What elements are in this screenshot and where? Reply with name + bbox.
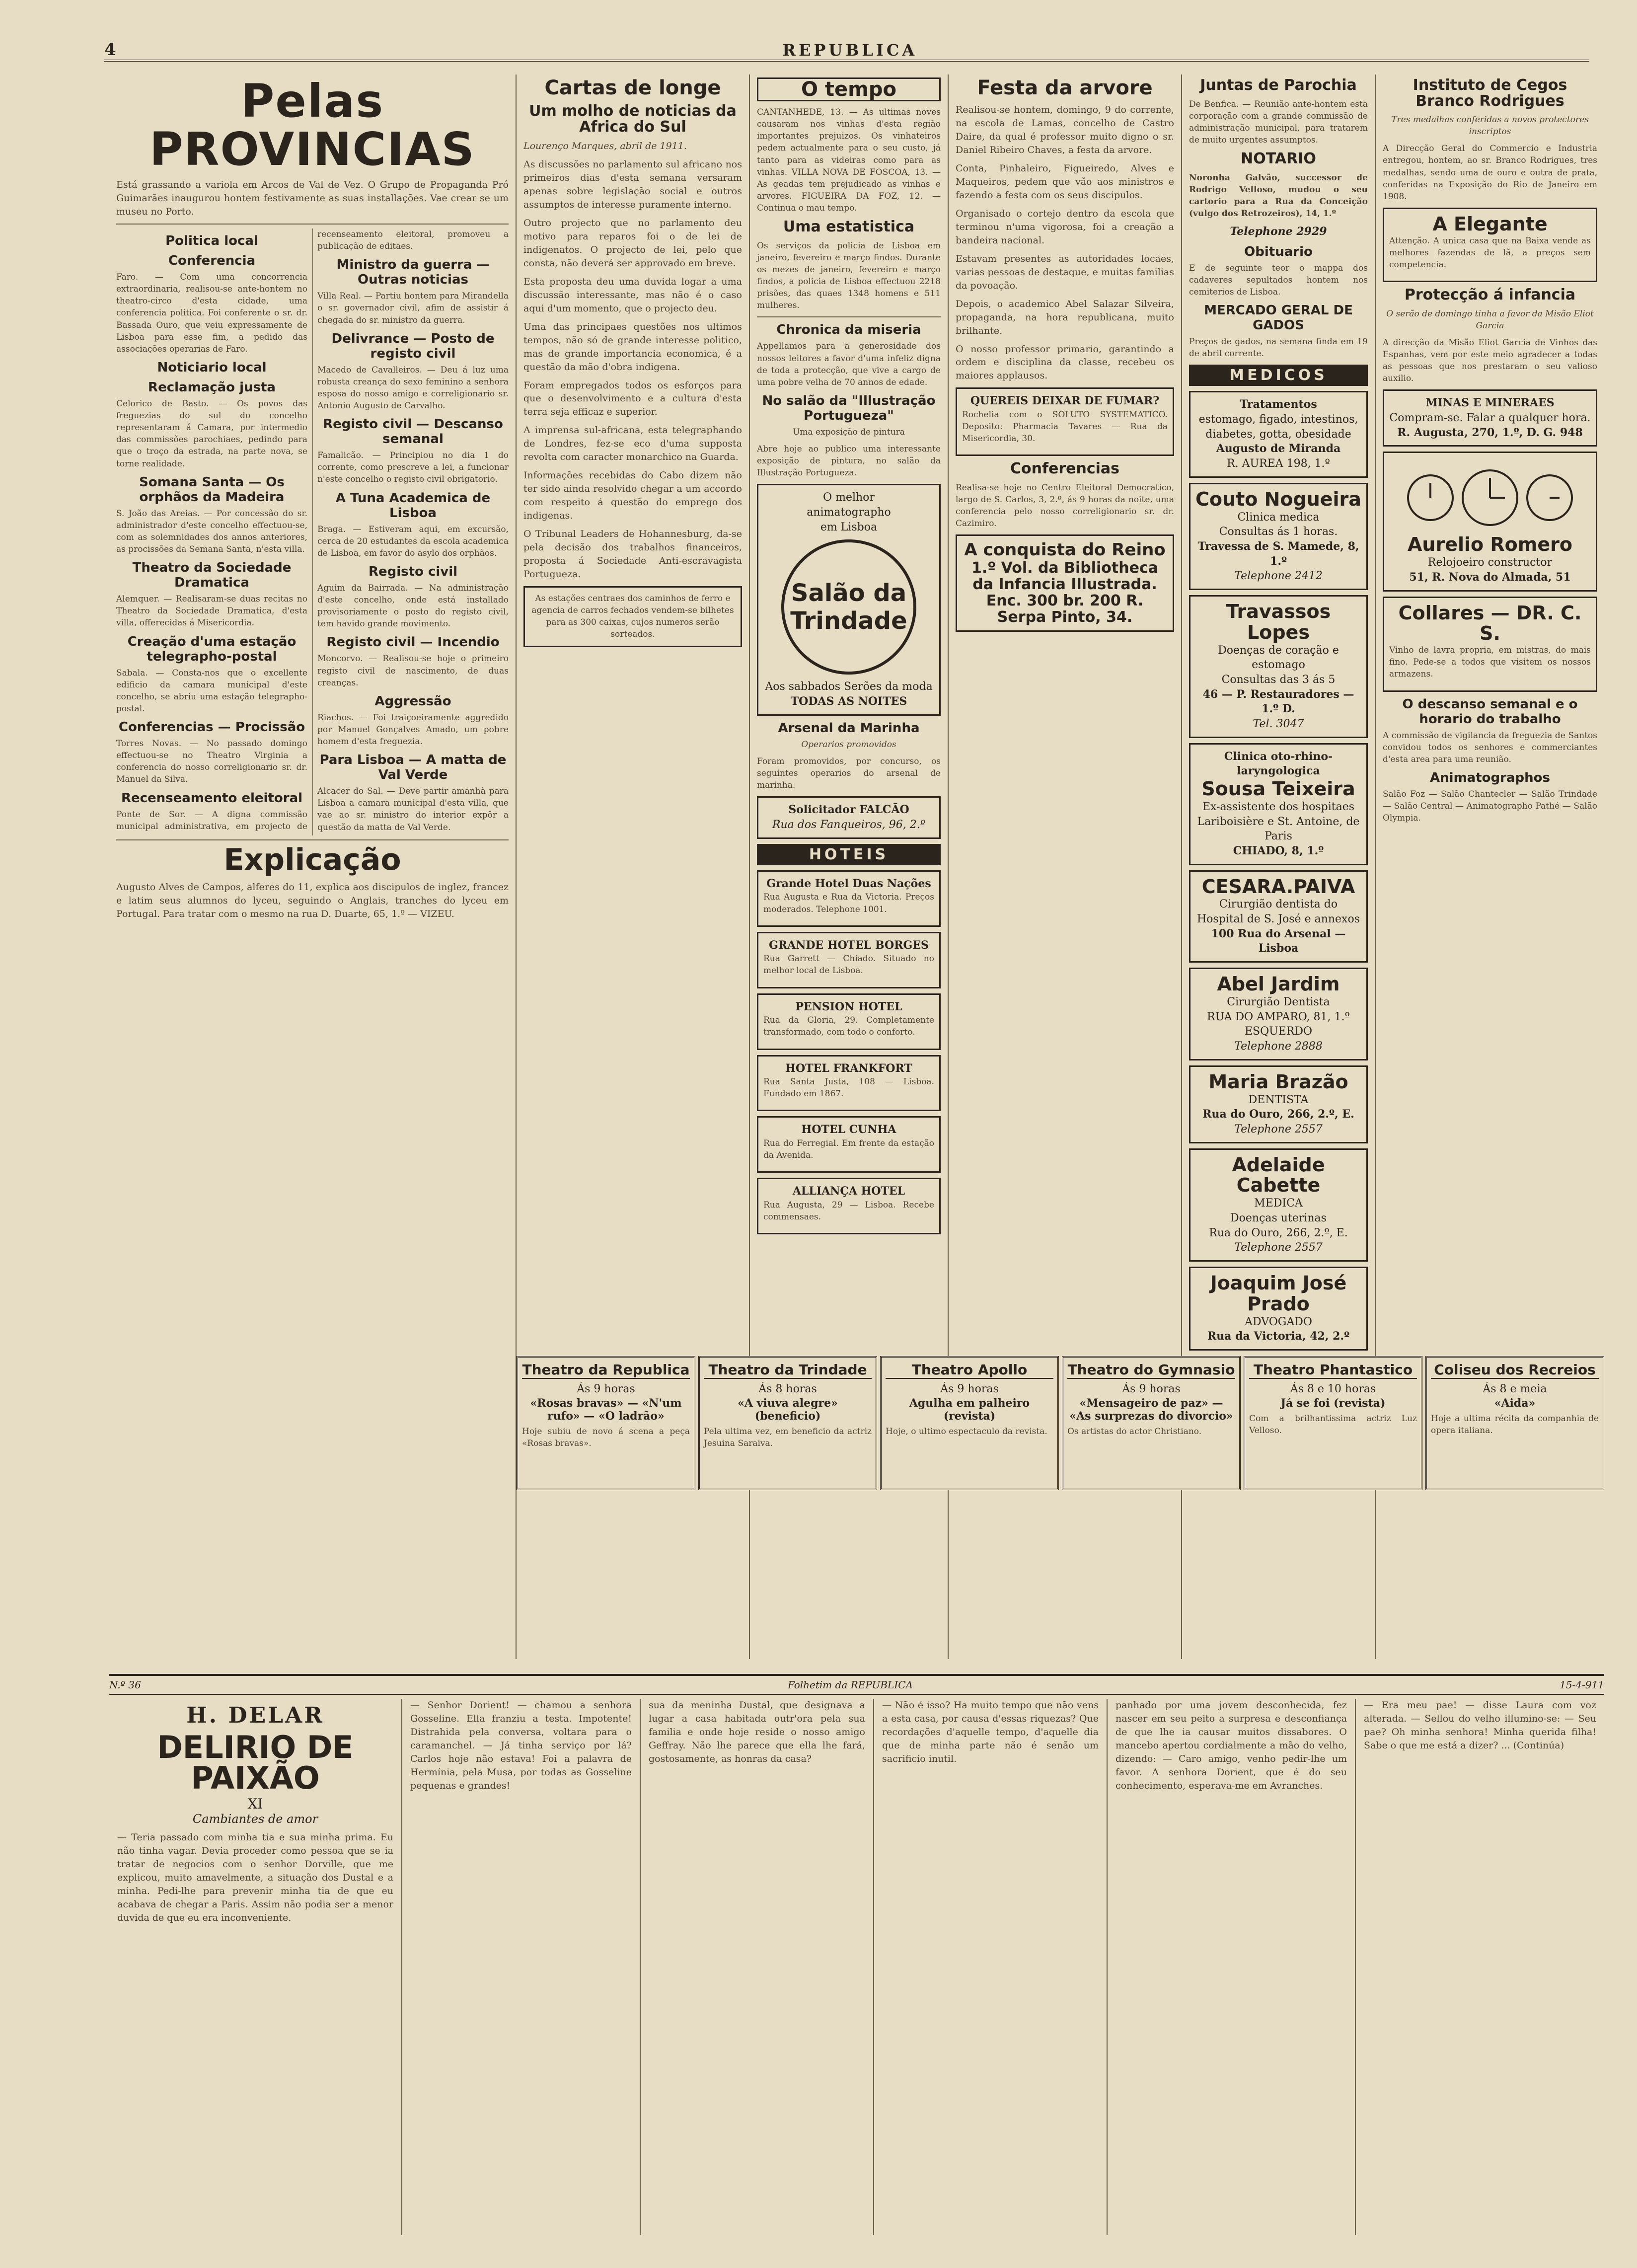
sousa-name: Sousa Teixeira bbox=[1201, 778, 1355, 800]
chronica-text: Appellamos para a generosidade dos nossos leitores a favor d'uma infeliz digna de toda a protecção, que vive a cargo de uma pobre velha de 70 annos de edade. bbox=[757, 341, 941, 387]
notario-text: Noronha Galvão, successor de Rodrigo Velloso, mudou o seu cartorio para a Rua da Conceição (vulgo dos Retrozeiros), 14, 1.º bbox=[1189, 172, 1368, 219]
provincias-section-title: Registo civil bbox=[368, 564, 458, 579]
provincias-section-title: Aggressão bbox=[374, 693, 451, 709]
salao-subtitle: Uma exposição de pintura bbox=[793, 427, 905, 437]
provincias-section-text: Alcacer do Sal. — Deve partir amanhã para Lisboa a camara municipal d'esta villa, que vae ao sr. ministro do interior expôr a questão da matta de Val Verde. bbox=[317, 786, 509, 832]
gados-text: Preços de gados, na semana finda em 19 de abril corrente. bbox=[1189, 337, 1368, 359]
descanso-text: A commissão de vigilancia da freguezia de Santos convidou todos os senhores e commerciantes d'esta area para uma reunião. bbox=[1383, 730, 1597, 764]
theatre-play: Já se foi (revista) bbox=[1280, 1396, 1386, 1410]
infancia-title: Protecção á infancia bbox=[1404, 286, 1576, 304]
abel-phone: Telephone 2888 bbox=[1234, 1040, 1323, 1053]
arsenal-title: Arsenal da Marinha bbox=[778, 720, 920, 736]
folhetim-text: sua da meninha Dustal, que designava a lugar a casa habitada outr'ora pela sua familia e onde hoje reside o nosso amigo Geffray. Não lhe parece que ella lhe fará, gostosamente, as honras da casa? bbox=[649, 1700, 865, 1764]
minas-title: MINAS E MINERAES bbox=[1425, 396, 1555, 410]
conferencias-title: Conferencias bbox=[1010, 460, 1120, 478]
theatre-name: Theatro do Gymnasio bbox=[1067, 1361, 1235, 1378]
reino-text: 1.º Vol. da Bibliotheca da Infancia Illustrada. Enc. 300 br. 200 R. Serpa Pinto, 34. bbox=[971, 559, 1158, 626]
provincias-section-text: S. João das Areias. — Por concessão do sr. administrador d'este concelho effectuou-se, com as solemnidades dos annos anteriores, as procissões da Semana Santa, n'esta villa. bbox=[116, 508, 307, 555]
salao-text: Abre hoje ao publico uma interessante exposição de pintura, no salão da Illustração Portugueza. bbox=[757, 444, 941, 478]
sousa-text: Ex-assistente dos hospitaes Lariboisière e St. Antoine, de Paris bbox=[1197, 800, 1360, 843]
prado-address: Rua da Victoria, 42, 2.º bbox=[1207, 1330, 1350, 1343]
cesara-ad bbox=[1189, 870, 1368, 963]
trindade-ad bbox=[757, 484, 941, 715]
theatre-time: Ás 8 e meia bbox=[1483, 1383, 1547, 1395]
masthead bbox=[104, 40, 1589, 62]
cabette-phone: Telephone 2557 bbox=[1234, 1241, 1323, 1254]
hotel-text: Rua Santa Justa, 108 — Lisboa. Fundado em 1867. bbox=[763, 1077, 934, 1099]
trindade-ad-line: O melhor bbox=[823, 491, 875, 504]
theatre-name: Theatro da Trindade bbox=[704, 1361, 872, 1379]
festa-paragraph: Depois, o academico Abel Salazar Silveira, propaganda, na hora republicana, muito brilhante. bbox=[956, 298, 1174, 336]
juntas-title: Juntas de Parochia bbox=[1200, 76, 1357, 94]
infancia-text: A direcção da Misão Eliot Garcia de Vinhos das Espanhas, vem por este meio agradecer a todas as pessoas que nos prestaram o seu valioso auxilio. bbox=[1383, 337, 1597, 384]
gados-title: MERCADO GERAL DE GADOS bbox=[1204, 303, 1353, 333]
provincias-section-title: Politica local bbox=[165, 233, 258, 249]
brazao-ad bbox=[1189, 1065, 1368, 1143]
brazao-address: Rua do Ouro, 266, 2.º, E. bbox=[1202, 1108, 1354, 1121]
abel-line: Cirurgião Dentista bbox=[1227, 995, 1330, 1008]
minas-ad bbox=[1383, 389, 1597, 447]
folhetim-chapter-title: Cambiantes de amor bbox=[192, 1812, 318, 1826]
travassos-phone: Tel. 3047 bbox=[1253, 718, 1304, 731]
trindade-ad-line: animatographo bbox=[807, 506, 891, 519]
arsenal-text: Foram promovidos, por concurso, os seguintes operarios do arsenal de marinha. bbox=[757, 756, 941, 791]
provincias-section-text: Torres Novas. — No passado domingo effectuou-se no Theatro Virginia a conferencia do nosso correligionario sr. dr. Manuel da Silva. bbox=[116, 739, 307, 785]
provincias-section-text: Aguim da Bairrada. — Na administração d'este concelho, onde está installado provisoriamente o posto do registo civil, tem havido grande movimento. bbox=[317, 583, 509, 629]
notario-phone: Telephone 2929 bbox=[1230, 225, 1327, 238]
folhetim-text: — Senhor Dorient! — chamou a senhora Gosseline. Ella franziu a testa. Impotente! Distrahida pela conversa, voltara para o caramanchel. — Já tinha serviço por lá? Carlos hoje não estava! Foi a palavra de Hermínia, pela Musa, por todas as Gosseline pequenas e grandes! bbox=[410, 1700, 632, 1791]
conferencias-text: Realisa-se hoje no Centro Eleitoral Democratico, largo de S. Carlos, 3, 2.º, ás 9 horas da noite, uma conferencia pelo nosso correligionario sr. dr. Cazimiro. bbox=[956, 482, 1174, 529]
sousa-address: CHIADO, 8, 1.º bbox=[1233, 844, 1324, 857]
arsenal-subtitle: Operarios promovidos bbox=[801, 739, 896, 750]
hotel-text: Rua da Gloria, 29. Completamente transformado, com todo o conforto. bbox=[763, 1015, 934, 1038]
provincias-section-title: Somana Santa — Os orphãos da Madeira bbox=[139, 474, 285, 505]
juntas-text: De Benfica. — Reunião ante-hontem esta corporação com a grande commissão de administração municipal, para tratarem de muito urgentes assumptos. bbox=[1189, 99, 1368, 145]
theatre-time: Ás 8 horas bbox=[758, 1383, 817, 1395]
infancia-subtitle: O serão de domingo tinha a favor da Misão Eliot Garcia bbox=[1386, 308, 1594, 331]
hotel-text: Rua Garrett — Chiado. Situado no melhor local de Lisboa. bbox=[763, 954, 934, 976]
fumar-text: Rochelia com o SOLUTO SYSTEMATICO. Deposito: Pharmacia Tavares — Rua da Misericordia, 30. bbox=[962, 410, 1168, 444]
cabette-line: MEDICA bbox=[1254, 1197, 1303, 1210]
page-number: 4 bbox=[104, 40, 119, 60]
folhetim-col-4 bbox=[874, 1699, 1108, 2235]
cartas-title: Cartas de longe bbox=[544, 76, 721, 99]
theatre-text: Com a brilhantissima actriz Luz Velloso. bbox=[1249, 1413, 1417, 1436]
theatre-box bbox=[698, 1356, 877, 1490]
elegante-title: A Elegante bbox=[1432, 213, 1548, 235]
collares-text: Vinho de lavra propria, em mistras, do mais fino. Pede-se a todos que visitem os nossos armazens. bbox=[1389, 645, 1591, 680]
railway-notice: As estações centraes dos caminhos de ferro e agencia de carros fechados vendem-se bilhetes para as 300 caixas, cujos numeros serão sorteados. bbox=[523, 586, 742, 647]
hotel-ad bbox=[757, 1055, 941, 1112]
collares-ad bbox=[1383, 597, 1597, 692]
solicitador-name: Solicitador FALCÃO bbox=[788, 803, 909, 817]
cesara-name: CESARA.PAIVA bbox=[1201, 875, 1355, 898]
pocket-watch-icons bbox=[1401, 458, 1579, 532]
cartas-paragraph: Foram empregados todos os esforços para que o desenvolvimento e a cultura d'esta terra seja efficaz e superior. bbox=[523, 379, 742, 418]
fumar-ad bbox=[956, 387, 1174, 456]
obituario-title: Obituario bbox=[1244, 244, 1313, 259]
provincias-section-text: Faro. — Com uma concorrencia extraordinaria, realisou-se ante-hontem no theatro-circo d'esta cidade, uma conferencia politica. Foi conferente o sr. dr. Bassada Ouro, que veiu expressamente de Lisboa para esse fim, a pedido das associações operarias de Faro. bbox=[116, 272, 307, 354]
hotel-ad bbox=[757, 932, 941, 988]
animatographos-text: Salão Foz — Salão Chantecler — Salão Trindade — Salão Central — Animatographo Pathé — Salão Olympia. bbox=[1383, 789, 1597, 824]
theatre-play: «Rosas bravas» — «N'um rufo» — «O ladrão» bbox=[530, 1396, 682, 1423]
masthead-spacer bbox=[1581, 41, 1589, 60]
festa-title: Festa da arvore bbox=[977, 76, 1153, 99]
cegos-title: Instituto de Cegos Branco Rodrigues bbox=[1413, 76, 1567, 110]
hotel-ad bbox=[757, 1116, 941, 1173]
theatre-time: Ás 9 horas bbox=[940, 1383, 999, 1395]
tratamentos-name: Augusto de Miranda bbox=[1216, 442, 1341, 455]
cartas-paragraph: A imprensa sul-africana, esta telegraphando de Londres, fez-se eco d'uma supposta revolta com caracter monarchico na Guarda. bbox=[523, 425, 742, 463]
folhetim-text: panhado por uma jovem desconhecida, fez nascer em seu peito a surpresa e desconfiança de que lhe ia causar muitos dissabores. O mancebo apertou cordialmente a mão do velho, dizendo: — Caro amigo, venho pedir-lhe um favor. A senhora Dorient, que é do seu conhecimento, esperava-me em Avranches. bbox=[1116, 1700, 1347, 1791]
provincias-section-title: Noticiario local bbox=[157, 360, 267, 375]
couto-name: Couto Nogueira bbox=[1195, 488, 1361, 510]
theatre-text: Os artistas do actor Christiano. bbox=[1067, 1426, 1202, 1436]
notario-title: NOTARIO bbox=[1241, 150, 1316, 167]
provincias-section-title: Para Lisboa — A matta de Val Verde bbox=[319, 753, 507, 783]
hotel-text: Rua Augusta, 29 — Lisboa. Recebe commensaes. bbox=[763, 1200, 934, 1222]
solicitador-address: Rua dos Fanqueiros, 96, 2.º bbox=[772, 819, 926, 831]
provincias-section-text: Riachos. — Foi traiçoeiramente aggredido por Manuel Gonçalves Amado, um pobre homem d'esta freguezia. bbox=[317, 712, 509, 747]
theatre-text: Pela ultima vez, em beneficio da actriz Jesuina Saraiva. bbox=[704, 1426, 872, 1448]
provincias-section-subtitle: Reclamação justa bbox=[148, 379, 276, 395]
cesara-line: Cirurgião dentista do Hospital de S. José e annexos bbox=[1197, 898, 1360, 926]
travassos-ad bbox=[1189, 595, 1368, 738]
tratamentos-label: Tratamentos bbox=[1240, 398, 1317, 411]
hotels-list bbox=[757, 870, 941, 1235]
theatre-box bbox=[517, 1356, 695, 1490]
folhetim-col-2 bbox=[402, 1699, 641, 2235]
couto-ad bbox=[1189, 483, 1368, 590]
hotel-text: Rua Augusta e Rua da Victoria. Preços moderados. Telephone 1001. bbox=[763, 892, 934, 914]
theatre-play: «A viuva alegre» (beneficio) bbox=[738, 1396, 838, 1423]
reino-title: A conquista do Reino bbox=[964, 540, 1166, 560]
explicacao-text: Augusto Alves de Campos, alferes do 11, explica aos discipulos de inglez, francez e latim seus alumnos do lyceu, seguindo o Anglais, tranches do lyceu em Portugal. Para tratar com o mesmo na rua D. Duarte, 65, 1.º — VIZEU. bbox=[116, 881, 509, 919]
hotel-name: HOTEL FRANKFORT bbox=[785, 1061, 912, 1075]
divider bbox=[116, 839, 509, 840]
solicitador-ad bbox=[757, 796, 941, 838]
prado-line: ADVOGADO bbox=[1245, 1315, 1312, 1328]
hotel-name: HOTEL CUNHA bbox=[801, 1123, 896, 1136]
provincias-section-text: Alemquer. — Realisaram-se duas recitas no Theatro da Sociedade Dramatica, d'esta villa, offerecidas á Misericordia. bbox=[116, 594, 307, 628]
brazao-name: Maria Brazão bbox=[1208, 1070, 1348, 1093]
tratamentos-ad bbox=[1189, 391, 1368, 477]
trindade-ad-salao: Salão da bbox=[791, 579, 907, 607]
provincias-section-subtitle: Conferencia bbox=[168, 253, 256, 269]
hotel-name: ALLIANÇA HOTEL bbox=[792, 1185, 905, 1198]
folhetim-label: Folhetim da REPUBLICA bbox=[787, 1679, 913, 1691]
chronica-title: Chronica da miseria bbox=[776, 322, 921, 338]
sousa-head: Clinica oto-rhino-laryngologica bbox=[1224, 750, 1333, 778]
abel-address: RUA DO AMPARO, 81, 1.º ESQUERDO bbox=[1207, 1010, 1350, 1038]
provincias-section-title: Recenseamento eleitoral bbox=[121, 790, 303, 806]
festa-body bbox=[956, 103, 1174, 382]
trindade-ad-line: em Lisboa bbox=[820, 521, 878, 533]
theatre-text: Hoje subiu de novo á scena a peça «Rosas bravas». bbox=[522, 1426, 690, 1448]
trindade-ad-seal bbox=[781, 539, 916, 675]
brazao-phone: Telephone 2557 bbox=[1234, 1123, 1323, 1135]
provincias-section-title: Theatro da Sociedade Dramatica bbox=[132, 560, 292, 591]
couto-phone: Telephone 2412 bbox=[1234, 570, 1323, 583]
provincias-section-text: Villa Real. — Partiu hontem para Mirandella o sr. governador civil, afim de assistir á chegada do sr. ministro da guerra. bbox=[317, 291, 509, 325]
cartas-paragraph: Esta proposta deu uma duvida logar a uma discussão interessante, mas não é o caso aqui d'um momento, que o projecto deu. bbox=[523, 276, 742, 314]
theatre-box bbox=[1244, 1356, 1422, 1490]
theatre-box bbox=[880, 1356, 1059, 1490]
provincias-title: Pelas PROVINCIAS bbox=[149, 75, 475, 176]
theatre-time: Ás 8 e 10 horas bbox=[1290, 1383, 1376, 1395]
theatre-text: Hoje a ultima récita da companhia de opera italiana. bbox=[1431, 1413, 1599, 1436]
hotel-ad bbox=[757, 993, 941, 1050]
romero-address: 51, R. Nova do Almada, 51 bbox=[1409, 570, 1571, 584]
folhetim-text: — Teria passado com minha tia e sua minha prima. Eu não tinha vagar. Devia proceder como pessoa que se ia tratar de negocios com o senhor Dorville, que me explicou, muito amavelmente, a situação dos Dustal e a minha. Pedi-lhe para prevenir minha tia de que eu acabava de chegar a Paris. Assim não podia ser a menor duvida de que eu era inconveniente. bbox=[117, 1832, 393, 1923]
cartas-body bbox=[523, 158, 742, 581]
brazao-line: DENTISTA bbox=[1248, 1093, 1309, 1106]
folhetim-col-3 bbox=[641, 1699, 874, 2235]
theatre-time: Ás 9 horas bbox=[1122, 1383, 1181, 1395]
couto-hours: Consultas ás 1 horas. bbox=[1219, 526, 1338, 538]
minas-address: R. Augusta, 270, 1.º, D. G. 948 bbox=[1397, 426, 1583, 439]
theatre-text: Hoje, o ultimo espectaculo da revista. bbox=[886, 1426, 1047, 1436]
hotel-ad bbox=[757, 870, 941, 927]
trindade-ad-line: TODAS AS NOITES bbox=[790, 695, 907, 708]
travassos-line: Doenças de coração e estomago bbox=[1218, 644, 1339, 672]
elegante-text: Attenção. A unica casa que na Baixa vende as melhores fazendas de lã, a preços sem competencia. bbox=[1389, 235, 1591, 270]
provincias-section-text: Famalicão. — Principiou no dia 1 do corrente, como prescreve a lei, a funcionar n'este concelho o registo civil obrigatorio. bbox=[317, 451, 509, 485]
romero-ad bbox=[1383, 452, 1597, 591]
estatistica-title: Uma estatistica bbox=[783, 218, 915, 236]
provincias-section-title: A Tuna Academica de Lisboa bbox=[335, 490, 491, 521]
folhetim-col-1 bbox=[109, 1699, 402, 2235]
cabette-ad bbox=[1189, 1148, 1368, 1262]
divider bbox=[116, 224, 509, 225]
provincias-section-title: Creação d'uma estação telegrapho-postal bbox=[127, 634, 297, 664]
theatre-play: «Aida» bbox=[1494, 1396, 1536, 1410]
hotel-name: Grande Hotel Duas Nações bbox=[766, 877, 931, 890]
provincias-section-text: Macedo de Cavalleiros. — Deu á luz uma robusta creança do sexo feminino a senhora esposa do nosso amigo e correligionario sr. Antonio Augusto de Carvalho. bbox=[317, 365, 509, 411]
travassos-address: 46 — P. Restauradores — 1.º D. bbox=[1202, 687, 1354, 716]
cartas-paragraph: As discussões no parlamento sul africano nos primeiros dias d'esta semana versaram apenas sobre legislação social e outros assumptos de interesse puramente interno. bbox=[523, 158, 742, 210]
animatographos-title: Animatographos bbox=[1430, 770, 1550, 785]
cegos-text: A Direcção Geral do Commercio e Industria entregou, hontem, ao sr. Branco Rodrigues, tres medalhas, sendo uma de ouro e outra de prata, conferidas na Exposição do Rio de Janeiro em 1908. bbox=[1383, 144, 1597, 202]
folhetim-text: — Era meu pae! — disse Laura com voz alterada. — Sellou do velho illumino-se: — Seu pae? Oh minha senhora! Minha querida filha! Sabe o que me está a dizer? ... (Continúa) bbox=[1364, 1700, 1596, 1751]
prado-ad bbox=[1189, 1267, 1368, 1351]
festa-paragraph: O nosso professor primario, garantindo a ordem e disciplina da classe, recebeu os maiores applausos. bbox=[956, 343, 1174, 381]
folhetim-date: 15-4-911 bbox=[1560, 1679, 1604, 1691]
cartas-paragraph: O Tribunal Leaders de Hohannesburg, da-se pela decisão dos trabalhos financeiros, proposta á Sociedade Anti-escravagista Portugueza. bbox=[523, 529, 742, 580]
folhetim-bar bbox=[109, 1674, 1604, 1695]
cabette-address: Rua do Ouro, 266, 2.º, E. bbox=[1209, 1226, 1348, 1239]
column-provincias bbox=[109, 75, 517, 1659]
couto-line: Clinica medica bbox=[1237, 511, 1320, 524]
sousa-ad bbox=[1189, 743, 1368, 865]
theatre-box bbox=[1425, 1356, 1604, 1490]
folhetim-text: — Não é isso? Ha muito tempo que não vens a esta casa, por causa d'essas riquezas? Que recordações d'aquelle tempo, d'aquelle dia que de minha parte não é senão um sacrificio inutil. bbox=[882, 1700, 1099, 1764]
fumar-title: QUEREIS DEIXAR DE FUMAR? bbox=[970, 394, 1160, 408]
medicos-header: MEDICOS bbox=[1189, 365, 1368, 386]
divider bbox=[757, 316, 941, 317]
theatre-name: Coliseu dos Recreios bbox=[1431, 1361, 1599, 1379]
provincias-section-title: Conferencias — Procissão bbox=[118, 720, 305, 735]
folhetim-col-6 bbox=[1356, 1699, 1604, 2235]
minas-text: Compram-se. Falar a qualquer hora. bbox=[1389, 411, 1591, 424]
theatre-play: «Mensageiro de paz» — «As surprezas do divorcio» bbox=[1069, 1396, 1233, 1423]
cegos-subtitle: Tres medalhas conferidas a novos protectores inscriptos bbox=[1391, 115, 1589, 137]
hotel-name: GRANDE HOTEL BORGES bbox=[769, 938, 929, 952]
theatre-name: Theatro da Republica bbox=[522, 1361, 690, 1378]
festa-paragraph: Conta, Pinhaleiro, Figueiredo, Alves e Maqueiros, pedem que vão aos ministros e fazendo a festa com os seus discipulos. bbox=[956, 162, 1174, 201]
cabette-name: Adelaide Cabette bbox=[1232, 1153, 1325, 1197]
theatre-name: Theatro Phantastico bbox=[1249, 1361, 1417, 1379]
reino-ad bbox=[956, 534, 1174, 631]
tratamentos-address: R. AUREA 198, 1.º bbox=[1227, 457, 1330, 470]
festa-paragraph: Estavam presentes as autoridades locaes, varias pessoas de destaque, e muitas familias da povoação. bbox=[956, 253, 1174, 291]
descanso-title: O descanso semanal e o horario do trabalho bbox=[1402, 696, 1578, 727]
collares-title: Collares — DR. C. S. bbox=[1398, 602, 1582, 645]
hotel-name: PENSION HOTEL bbox=[795, 1000, 902, 1013]
cartas-paragraph: Outro projecto que no parlamento deu motivo para reparos foi o de lei de indigenatos. O projecto de lei, pelo que consta, não deverá ser approvado em breve. bbox=[523, 217, 742, 269]
cabette-sub: Doenças uterinas bbox=[1230, 1211, 1327, 1224]
tratamentos-text: estomago, figado, intestinos, diabetes, gotta, obesidade bbox=[1198, 413, 1358, 441]
tempo-text: CANTANHEDE, 13. — As ultimas noves causaram nos vinhas d'esta região importantes prejuizos. Os vinhateiros pedem actualmente para o seu custo, já tanto para as videiras como para as vinhas. VILLA NOVA DE FOSCOA, 13. — As geadas tem prejudicado as vinhas e arvores. FIGUEIRA DA FOZ, 12. — Continua o mau tempo. bbox=[757, 107, 941, 213]
couto-address: Travessa de S. Mamede, 8, 1.º bbox=[1197, 539, 1359, 568]
provincias-section-title: Delivrance — Posto de registo civil bbox=[331, 331, 495, 361]
theatre-box bbox=[1062, 1356, 1241, 1490]
cartas-paragraph: Uma das principaes questões nos ultimos tempos, não só de grande interesse politico, mas de grande importancia economica, é a questão da mão d'obra indigena. bbox=[523, 321, 742, 373]
travassos-hours: Consultas das 3 ás 5 bbox=[1221, 673, 1336, 686]
provincias-section-title: Registo civil — Incendio bbox=[326, 635, 500, 650]
folhetim-title: DELIRIO DE PAIXÃO bbox=[157, 1729, 354, 1796]
festa-paragraph: Realisou-se hontem, domingo, 9 do corrente, na escola de Lamas, concelho de Castro Daire, da qual é professor muito digno o sr. Daniel Ribeiro Chaves, a festa da arvore. bbox=[956, 104, 1174, 155]
theatre-name: Theatro Apollo bbox=[886, 1361, 1053, 1379]
provincias-sections bbox=[116, 228, 509, 835]
festa-paragraph: Organisado o cortejo dentro da escola que terminou n'uma vigorosa, foi a creação a bandeira nacional. bbox=[956, 208, 1174, 246]
provincias-section-text: Celorico de Basto. — Os povos das freguezias do sul do concelho representaram á Camara, por intermedio das commissões parochiaes, pedindo para que o troço da estrada, na parte nova, se torne realidade. bbox=[116, 398, 307, 469]
provincias-section-text: Sabala. — Consta-nos que o excellente edificio da camara municipal d'este concelho, se abriu uma estação telegrapho-postal. bbox=[116, 668, 307, 714]
provincias-section-title: Registo civil — Descanso semanal bbox=[323, 417, 503, 447]
cesara-address: 100 Rua do Arsenal — Lisboa bbox=[1211, 927, 1346, 955]
romero-name: Aurelio Romero bbox=[1408, 533, 1572, 556]
folhetim bbox=[109, 1699, 1604, 2235]
provincias-section-text: Braga. — Estiveram aqui, em excursão, cerca de 20 estudantes da escola academica de Lisboa, em favor do asylo dos orphãos. bbox=[317, 524, 509, 558]
abel-name: Abel Jardim bbox=[1217, 973, 1340, 995]
romero-line: Relojoeiro constructor bbox=[1427, 556, 1553, 569]
travassos-name: Travassos Lopes bbox=[1226, 600, 1331, 643]
elegante-ad bbox=[1383, 208, 1597, 282]
estatistica-text: Os serviços da policia de Lisboa em janeiro, fevereiro e março findos. Durante os mezes de janeiro, fevereiro e março findos, a policia de Lisboa effectuou 2218 prisões, das quaes 1348 homens e 511 mulheres. bbox=[757, 240, 941, 311]
hoteis-header: HOTEIS bbox=[757, 844, 941, 865]
cartas-paragraph: Informações recebidas do Cabo dizem não ter sido ainda resolvido chegar a um accordo com respeito á questão do emprego dos indigenas. bbox=[523, 470, 742, 522]
provincias-intro: Está grassando a variola em Arcos de Val de Vez. O Grupo de Propaganda Pró Guimarães inaugurou hontem festivamente as suas installações. Vae crear se um museu no Porto. bbox=[116, 179, 509, 218]
provincias-section-text: Ponte de Sor. — A digna commissão municipal administrativa, em projecto de recenseamento eleitoral, promoveu a publicação de editaes. bbox=[116, 229, 509, 832]
folhetim-author: H. DELAR bbox=[186, 1703, 324, 1728]
theatre-play: Agulha em palheiro (revista) bbox=[909, 1396, 1030, 1423]
theatre-listings bbox=[517, 1356, 1604, 1490]
cartas-dateline: Lourenço Marques, abril de 1911. bbox=[523, 141, 687, 151]
prado-name: Joaquim José Prado bbox=[1210, 1272, 1347, 1315]
provincias-section-title: Ministro da guerra — Outras noticias bbox=[336, 257, 490, 288]
hotel-ad bbox=[757, 1178, 941, 1234]
provincias-section-text: Moncorvo. — Realisou-se hoje o primeiro registo civil de nascimento, de duas creanças. bbox=[317, 654, 509, 688]
explicacao-title: Explicação bbox=[223, 842, 401, 877]
folhetim-number: N.º 36 bbox=[109, 1679, 141, 1691]
abel-ad bbox=[1189, 968, 1368, 1060]
salao-title: No salão da "Illustração Portugueza" bbox=[762, 393, 936, 423]
folhetim-col-5 bbox=[1108, 1699, 1356, 2235]
masthead-title: REPUBLICA bbox=[782, 41, 918, 60]
trindade-ad-name: Trindade bbox=[790, 607, 907, 635]
folhetim-chapter: XI bbox=[247, 1796, 263, 1812]
trindade-ad-line: Aos sabbados Serões da moda bbox=[765, 680, 933, 693]
obituario-text: E de seguinte teor o mappa dos cadaveres sepultados hontem nos cemiterios de Lisboa. bbox=[1189, 263, 1368, 297]
theatre-time: Ás 9 horas bbox=[577, 1383, 635, 1395]
tempo-title: O tempo bbox=[757, 77, 941, 101]
hotel-text: Rua do Ferregial. Em frente da estação da Avenida. bbox=[763, 1138, 934, 1161]
cartas-subtitle: Um molho de noticias da Africa do Sul bbox=[529, 102, 737, 136]
